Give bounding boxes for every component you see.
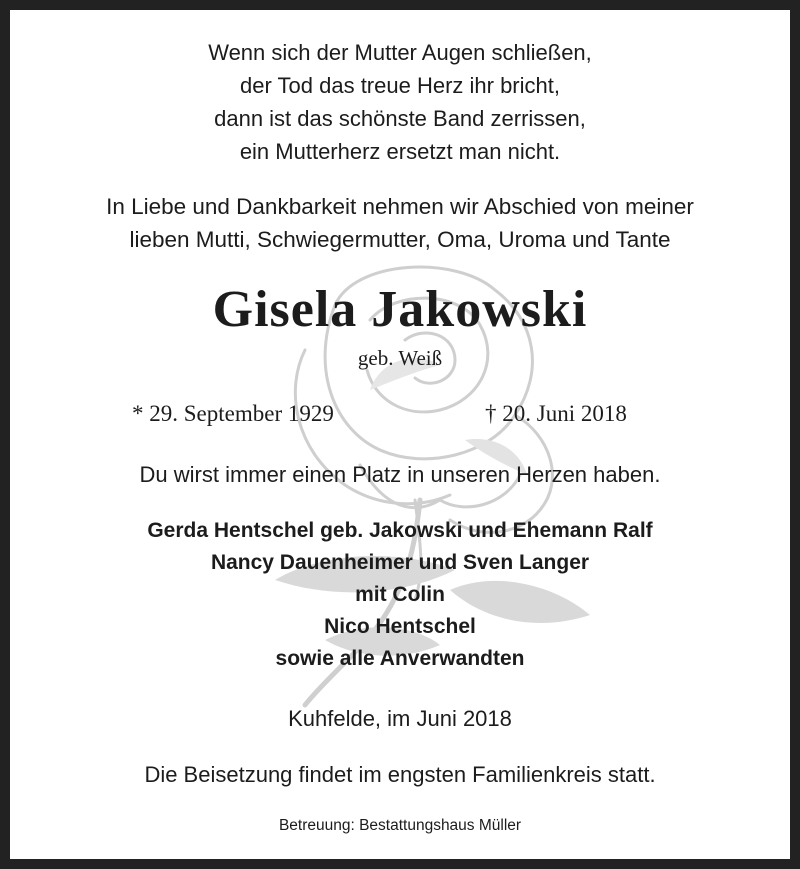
- mourner-line: Gerda Hentschel geb. Jakowski und Ehemann Ralf: [147, 519, 653, 542]
- mourner-line: mit Colin: [355, 583, 445, 606]
- poem-line: Wenn sich der Mutter Augen schließen,: [208, 40, 592, 65]
- poem-line: ein Mutterherz ersetzt man nicht.: [239, 139, 561, 164]
- maiden-name: geb. Weiß: [357, 346, 443, 370]
- birth-date: * 29. September 1929: [132, 401, 334, 426]
- funeral-home-note: Betreuung: Bestattungshaus Müller: [278, 817, 522, 834]
- intro-line: In Liebe und Dankbarkeit nehmen wir Abschied von meiner: [106, 194, 694, 219]
- poem-line: der Tod das treue Herz ihr bricht,: [240, 73, 560, 98]
- motto: Du wirst immer einen Platz in unseren Herzen haben.: [139, 462, 661, 487]
- mourner-line: sowie alle Anverwandten: [275, 647, 525, 670]
- place-date: Kuhfelde, im Juni 2018: [288, 706, 512, 731]
- intro-line: lieben Mutti, Schwiegermutter, Oma, Uroma und Tante: [129, 227, 671, 252]
- mourner-line: Nancy Dauenheimer und Sven Langer: [210, 551, 590, 574]
- poem-line: dann ist das schönste Band zerrissen,: [214, 106, 586, 131]
- burial-note: Die Beisetzung findet im engsten Familienkreis statt.: [144, 762, 656, 787]
- death-date: † 20. Juni 2018: [485, 401, 627, 426]
- mourner-line: Nico Hentschel: [324, 615, 476, 638]
- deceased-name: Gisela Jakowski: [212, 281, 588, 338]
